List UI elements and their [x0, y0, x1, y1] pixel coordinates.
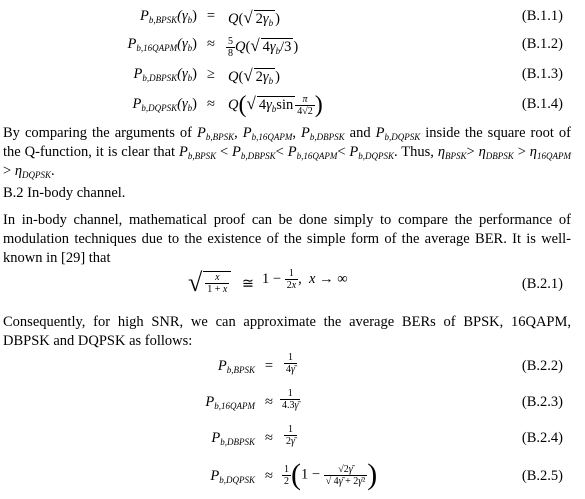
- equation-b22: $P_{b,BPSK}$ = $\frac{1}{4\gammā}$ (B.2.2): [217, 352, 563, 375]
- equation-b11-rhs: Q(√ $2\gamma_b$ ): [228, 8, 280, 28]
- equation-b21-rhs: 1 − $\frac{1}{2x}$ , x → ∞: [262, 268, 348, 291]
- equation-b25: $P_{b,DQPSK}$ ≈ $\frac{1}{2}$ (1 − $\frac{√2\gammā}{\text{√ 4γ̄ + 2γ̄²}}$ ) (B.2.5): [210, 458, 563, 491]
- paragraph-in-body: In in-body channel, mathematical proof can be done simply to compare the performance of modulation techniques due to the existence of the simple form of the average BER. It is well-known in [29] that: [3, 212, 571, 266]
- equation-b21: √ $\frac{x}{1 + x}$ ≅ 1 − $\frac{1}{2x}$ , x → ∞ (B.2.1): [188, 268, 563, 297]
- equation-b13: $P_{b,DBPSK}(\gamma_b)$ ≥ Q(√ $2\gamma_b$ ) (B.1.3): [133, 66, 563, 86]
- equation-b21-lhs: √ $\frac{x}{1 + x}$: [188, 268, 231, 298]
- section-heading: B.2 In-body channel.: [3, 185, 126, 201]
- equation-b14: $P_{b,DQPSK}(\gamma_b)$ ≈ Q(√ $4\gamma_b\sin$ $\frac{\pi}{4√2}$ ) (B.1.4): [132, 92, 563, 118]
- equation-b24-rhs: $\frac{1}{2\gammā}$: [286, 424, 295, 447]
- equation-b23: $P_{b,16QAPM}$ ≈ $\frac{1}{4.3\gammā}$ (B.2.3): [205, 388, 563, 411]
- equation-b23-rhs: $\frac{1}{4.3\gammā}$: [282, 388, 299, 411]
- equation-b11: $P_{b,BPSK}(\gamma_b)$ = Q(√ $2\gamma_b$ ) (B.1.1): [140, 8, 563, 28]
- equation-b24: $P_{b,DBPSK}$ ≈ $\frac{1}{2\gammā}$ (B.2.4): [211, 424, 563, 447]
- paragraph-high-snr: Consequently, for high SNR, we can approximate the average BERs of BPSK, 16QAPM, DBPSK and DQPSK as follows:: [3, 314, 571, 349]
- equation-b14-rhs: Q(√ $4\gamma_b\sin$ $\frac{\pi}{4√2}$ ): [228, 92, 323, 118]
- paragraph-comparison: By comparing the arguments of $P_{b,BPSK}$, $P_{b,16QAPM}$, $P_{b,DBPSK}$ and $P_{b,DQPSK}$ inside the square root of the Q-function, it is clear that $P_{b,BPSK} < P_{b,DBPSK}< P_{b,16QAPM}< P_{b,DQPSK}$. Thus, $\eta_{BPSK}> \eta_{DBPSK} > \eta_{16QAPM} > \eta_{DQPSK}$.: [3, 125, 572, 180]
- equation-b22-rhs: $\frac{1}{4\gammā}$: [286, 352, 295, 375]
- equation-b12: $P_{b,16QAPM}(\gamma_b)$ ≈ $\frac{5}{8}$ Q(√ $4\gamma_b/3$ ) (B.1.2): [127, 36, 563, 60]
- equation-b25-rhs: $\frac{1}{2}$ (1 − $\frac{√2\gammā}{\text{√ 4γ̄ + 2γ̄²}}$ ): [284, 458, 378, 491]
- equation-b13-rhs: Q(√ $2\gamma_b$ ): [228, 66, 280, 86]
- equation-b12-rhs: $\frac{5}{8}$ Q(√ $4\gamma_b/3$ ): [228, 36, 299, 60]
